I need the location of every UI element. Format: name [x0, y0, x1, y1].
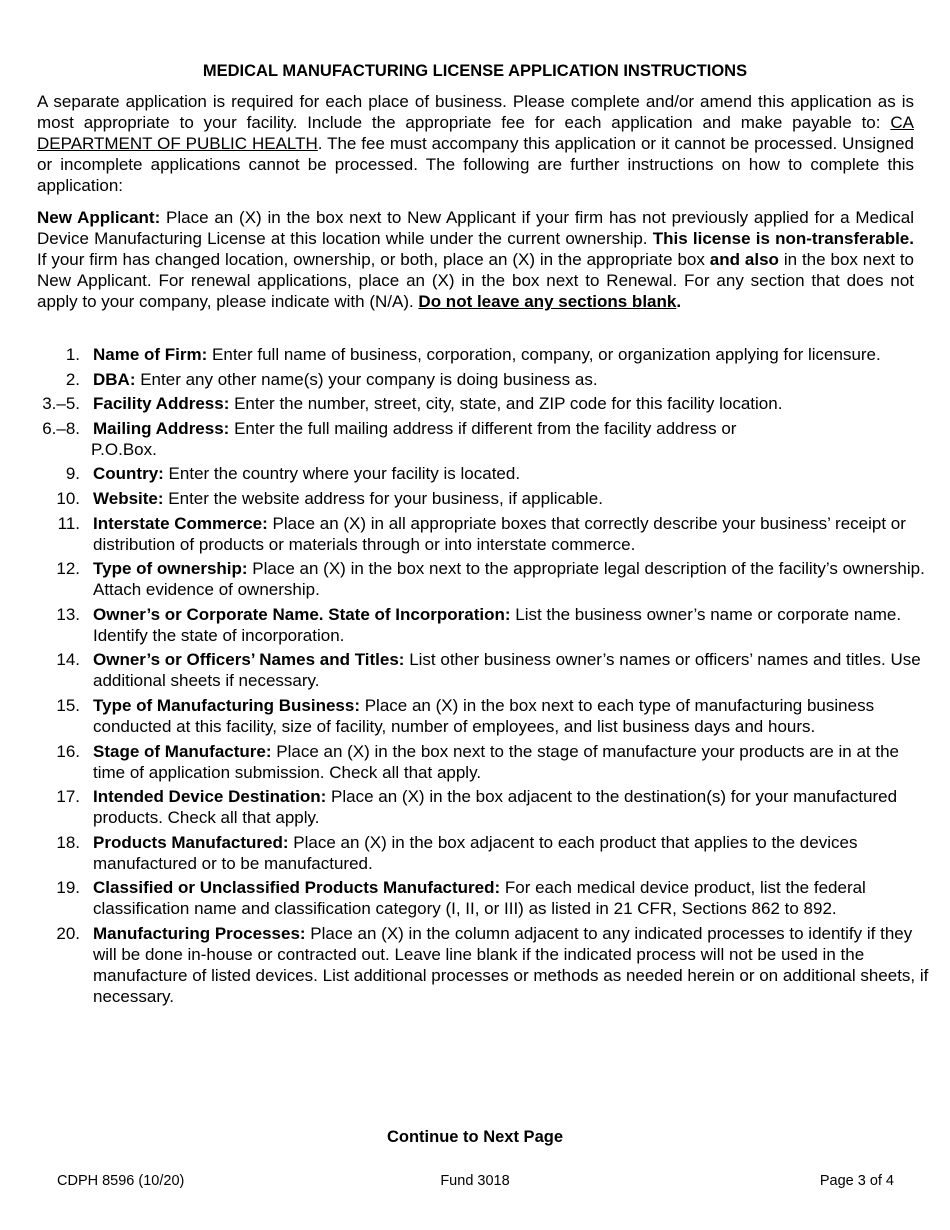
- list-item: [0, 513, 950, 555]
- item-number: 1.: [65, 345, 80, 364]
- item-label: Interstate Commerce:: [93, 513, 268, 533]
- list-item: [0, 695, 950, 737]
- list-item: [0, 558, 950, 600]
- new-applicant-text-3: in the box next to New Applicant. For renewal applications, place an (X) in the box next to Renewal. For any section that does not apply to your company, please indicate with (N/A).: [37, 250, 914, 311]
- list-item: [0, 344, 950, 365]
- item-label: Classified or Unclassified Products Manufactured:: [93, 878, 501, 898]
- list-item: [0, 923, 950, 1007]
- list-item: [0, 832, 950, 874]
- item-label: Manufacturing Processes:: [93, 923, 306, 943]
- item-text: Place an (X) in the box next to each type of manufacturing business conducted at this facility, size of facility, number of employees, and list business days and hours.: [93, 695, 875, 736]
- continue-note: Continue to Next Page: [386, 1128, 563, 1146]
- item-number: 16.: [56, 741, 80, 761]
- new-applicant-text: Place an (X) in the box next to New Applicant if your firm has not previously applied for a Medical Device Manufacturing License at this location while under the current ownership.: [37, 208, 915, 248]
- item-label: Type of Manufacturing Business:: [93, 695, 360, 715]
- page-title: MEDICAL MANUFACTURING LICENSE APPLICATION INSTRUCTIONS: [202, 62, 748, 80]
- item-number: 20.: [56, 923, 80, 943]
- item-number: 19.: [56, 878, 80, 898]
- list-item: [0, 418, 950, 460]
- and-also-note: and also: [709, 250, 779, 269]
- item-label: Type of ownership:: [93, 559, 248, 579]
- item-label: Intended Device Destination:: [93, 787, 327, 807]
- intro-text: A separate application is required for each place of business. Please complete and/or amend this application as is most appropriate to your facility. Include the appropriate fee for each application and make payable to:: [37, 92, 914, 132]
- item-text: Place an (X) in all appropriate boxes that correctly describe your business’ receipt or distribution of products or materials through or into interstate commerce.: [93, 513, 906, 554]
- list-item: [0, 604, 950, 646]
- blank-warning: Do not leave any sections blank: [418, 292, 677, 311]
- list-item: [0, 393, 950, 414]
- warning-period: .: [676, 292, 682, 311]
- new-applicant-label: New Applicant:: [37, 208, 161, 227]
- item-text: Enter any other name(s) your company is doing business as.: [135, 369, 598, 389]
- item-text: Place an (X) in the box adjacent to the destination(s) for your manufactured products. Check all that apply.: [93, 787, 898, 828]
- list-item: [0, 877, 950, 919]
- item-text: List the business owner’s name or corporate name. Identify the state of incorporation.: [93, 604, 902, 645]
- item-number: 10.: [56, 488, 80, 508]
- item-label: Website:: [93, 488, 164, 508]
- list-item: [0, 463, 950, 484]
- item-text: Place an (X) in the box next to the stage of manufacture your products are in at the time of application submission. Check all that apply.: [93, 741, 900, 782]
- item-number: 18.: [56, 832, 80, 852]
- item-label: Products Manufactured:: [93, 832, 289, 852]
- payee-name: CA DEPARTMENT OF PUBLIC HEALTH: [37, 113, 914, 153]
- new-applicant-paragraph: [37, 207, 914, 312]
- item-label: Name of Firm:: [93, 345, 208, 364]
- item-text: Place an (X) in the box next to the appropriate legal description of the facility’s ownership. Attach evidence of ownership.: [93, 559, 925, 600]
- item-text: For each medical device product, list the federal classification name and classification category (I, II, or III) as listed in 21 CFR, Sections 862 to 892.: [93, 878, 866, 919]
- new-applicant-text-2: If your firm has changed location, ownership, or both, place an (X) in the appropriate box: [37, 250, 710, 269]
- item-number: 13.: [56, 604, 80, 624]
- list-item: [0, 786, 950, 828]
- item-number: 17.: [56, 787, 80, 807]
- list-item: [0, 488, 950, 509]
- item-text: List other business owner’s names or officers’ names and titles. Use additional sheets if necessary.: [93, 650, 921, 691]
- item-text: Enter full name of business, corporation, company, or organization applying for licensure.: [207, 345, 881, 364]
- item-label: Stage of Manufacture:: [93, 741, 272, 761]
- list-item: [0, 369, 950, 390]
- non-transferable-note: This license is non-transferable.: [652, 229, 914, 248]
- item-label: Owner’s or Officers’ Names and Titles:: [93, 650, 405, 670]
- form-number: CDPH 8596 (10/20): [57, 1173, 185, 1189]
- item-number: 3.–5.: [42, 394, 80, 414]
- item-number: 14.: [56, 650, 80, 670]
- page-number: Page 3 of 4: [819, 1173, 894, 1189]
- item-text: Place an (X) in the column adjacent to any indicated processes to identify if they will be done in-house or contracted out. Leave line blank if the indicated process will not be used in the manufacture of listed devices. List additional processes or methods as needed herein or on additional sheets, if necessary.: [93, 923, 929, 1006]
- item-text: Enter the number, street, city, state, and ZIP code for this facility location.: [229, 394, 783, 414]
- intro-paragraph: [37, 91, 914, 196]
- instruction-list: [0, 344, 950, 1011]
- item-text: Enter the country where your facility is located.: [163, 464, 521, 484]
- item-number: 6.–8.: [42, 418, 80, 438]
- item-number: 15.: [56, 695, 80, 715]
- item-text-continued: P.O.Box.: [91, 439, 157, 459]
- item-text: Enter the website address for your business, if applicable.: [163, 488, 603, 508]
- list-item: [0, 649, 950, 691]
- item-label: Mailing Address:: [93, 418, 230, 438]
- item-number: 2.: [65, 369, 80, 389]
- intro-text-2: . The fee must accompany this application or it cannot be processed. Unsigned or incomplete applications cannot be processed. The following are further instructions on how to complete this application:: [37, 134, 914, 195]
- list-item: [0, 741, 950, 783]
- item-number: 9.: [65, 464, 80, 484]
- fund-number: Fund 3018: [440, 1173, 510, 1189]
- item-number: 11.: [57, 513, 80, 533]
- item-text: Place an (X) in the box adjacent to each product that applies to the devices manufactured or to be manufactured.: [93, 832, 858, 873]
- item-label: Facility Address:: [93, 394, 230, 414]
- item-text: Enter the full mailing address if different from the facility address or: [229, 418, 737, 438]
- item-label: DBA:: [93, 369, 136, 389]
- item-number: 12.: [56, 559, 80, 579]
- item-label: Country:: [93, 464, 164, 484]
- item-label: Owner’s or Corporate Name. State of Incorporation:: [93, 604, 511, 624]
